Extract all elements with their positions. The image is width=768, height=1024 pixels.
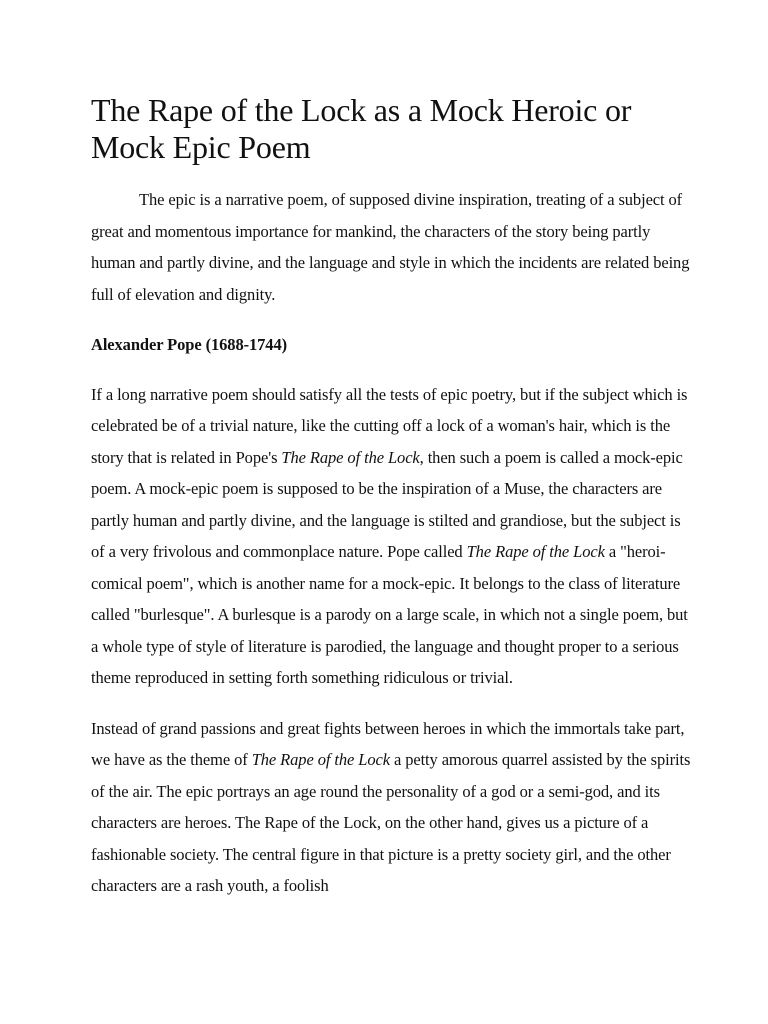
body-paragraph-mock-epic	[91, 379, 691, 694]
paragraph-text: a petty amorous quarrel assisted by the spirits of the air. The epic portrays an age round the personality of a god or a semi-god, and its characters are heroes. The Rape of the Lock, on the other hand, gives us a picture of a fashionable society. The central figure in that picture is a pretty society girl, and the other characters are a rash youth, a foolish	[91, 750, 691, 895]
paragraph-text: , then such a poem is called a mock-epic poem. A mock-epic poem is supposed to be the inspiration of a Muse, the characters are partly human and partly divine, and the language is stilted and grandiose, but the subject is of a very frivolous and commonplace nature. Pope called	[91, 447, 683, 561]
author-heading: Alexander Pope (1688-1744)	[91, 335, 287, 354]
paragraph-text: If a long narrative poem should satisfy all the tests of epic poetry, but if the subject which is celebrated be of a trivial nature, like the cutting off a lock of a woman's hair, which is the story that is related in Pope's	[91, 384, 688, 467]
document-page	[91, 92, 691, 902]
body-paragraph-theme	[91, 713, 691, 902]
paragraph-text: Instead of grand passions and great fights between heroes in which the immortals take part, we have as the theme of	[91, 718, 685, 769]
paragraph-text: a "heroi-comical poem", which is another name for a mock-epic. It belongs to the class of literature called "burlesque". A burlesque is a parody on a large scale, in which not a single poem, but a whole type of style of literature is parodied, the language and thought proper to a serious theme reproduced in setting forth something ridiculous or trivial.	[91, 542, 688, 687]
page-title: The Rape of the Lock as a Mock Heroic or Mock Epic Poem	[91, 92, 632, 165]
intro-paragraph: The epic is a narrative poem, of supposed divine inspiration, treating of a subject of great and momentous importance for mankind, the characters of the story being partly human and partly divine, and the language and style in which the incidents are related being full of elevation and dignity.	[91, 190, 690, 304]
work-title: The Rape of the Lock	[281, 447, 420, 467]
work-title: The Rape of the Lock	[251, 750, 390, 769]
work-title: The Rape of the Lock	[466, 542, 605, 561]
